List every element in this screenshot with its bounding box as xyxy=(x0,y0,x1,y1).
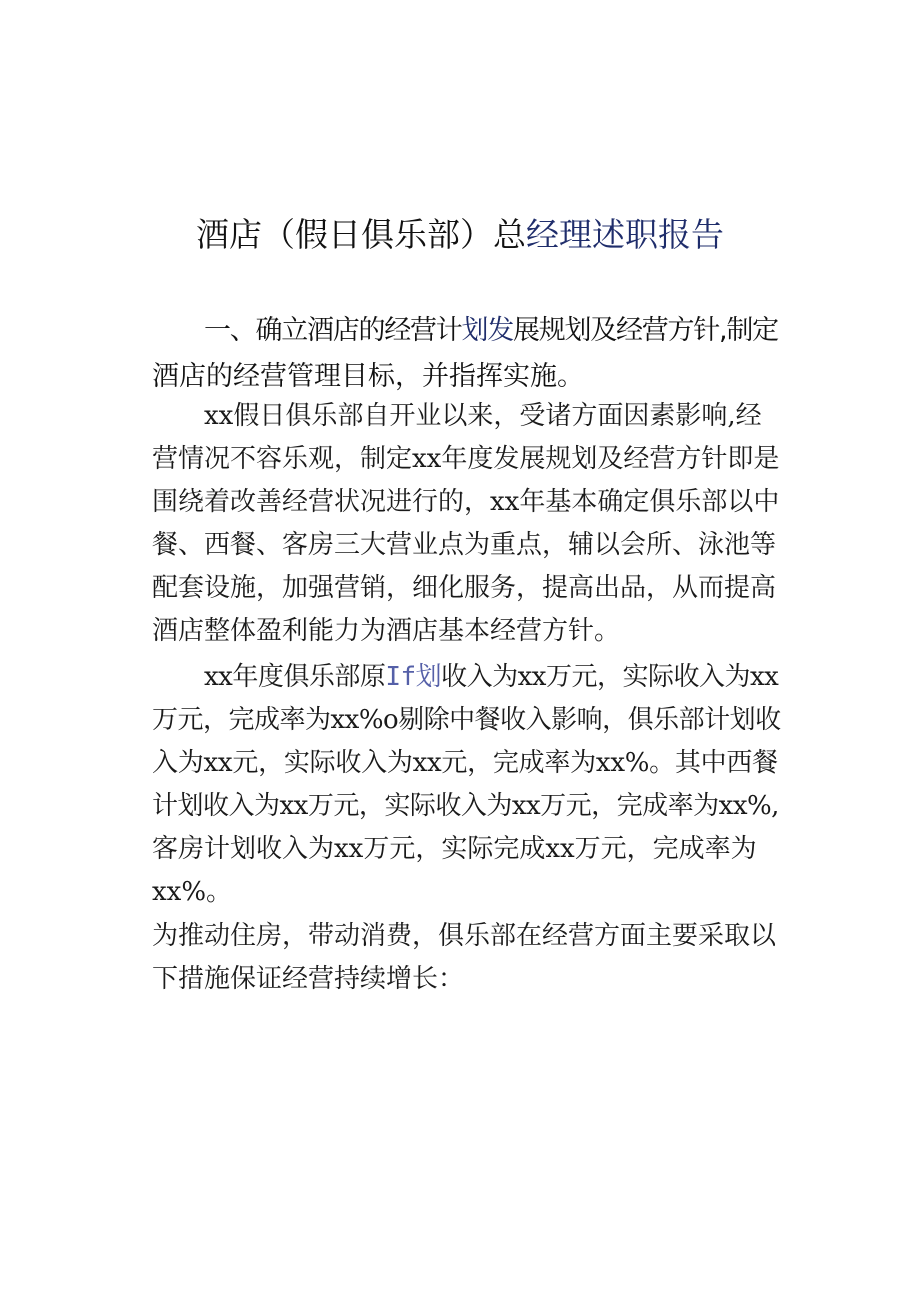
ocr-artifact-text: If划 xyxy=(385,662,442,692)
paragraph-line xyxy=(152,656,782,699)
paragraph-text: 收入为xx万元，实际收入为xx xyxy=(441,662,779,692)
paragraph-line: 为推动住房，带动消费，俱乐部在经营方面主要采取以 xyxy=(152,921,777,951)
heading-text: 展规划及经营方针,制定 xyxy=(513,315,778,346)
section-heading xyxy=(152,308,782,400)
title-prefix: 酒店（假日俱乐部）总 xyxy=(196,215,526,254)
paragraph-line: 酒店整体盈利能力为酒店基本经营方针。 xyxy=(152,616,621,646)
paragraph-2 xyxy=(152,656,782,914)
paragraph-line: 配套设施，加强营销，细化服务，提高出品，从而提高 xyxy=(152,573,777,603)
heading-line xyxy=(152,308,782,354)
paragraph-line: 围绕着改善经营状况进行的，xx年基本确定俱乐部以中 xyxy=(152,487,780,517)
paragraph-1 xyxy=(152,395,782,653)
heading-text: 一、确立酒店的经营计 xyxy=(204,315,462,346)
paragraph-line: 万元，完成率为xx%o剔除中餐收入影响，俱乐部计划收 xyxy=(152,705,781,735)
heading-line: 酒店的经营管理目标，并指挥实施。 xyxy=(152,361,584,392)
document-title xyxy=(0,212,920,258)
paragraph-line: 入为xx元，实际收入为xx元，完成率为xx%。其中西餐 xyxy=(152,748,778,778)
title-accent: 经理述职报告 xyxy=(526,215,724,254)
paragraph-line: 下措施保证经营持续增长： xyxy=(152,964,465,994)
paragraph-3 xyxy=(152,915,782,1001)
paragraph-line: 计划收入为xx万元，实际收入为xx万元，完成率为xx%, xyxy=(152,791,779,821)
paragraph-line: xx%。 xyxy=(152,877,233,907)
paragraph-line: 餐、西餐、客房三大营业点为重点，辅以会所、泳池等 xyxy=(152,530,777,560)
paragraph-text: xx年度俱乐部原 xyxy=(204,662,386,692)
paragraph-line: 营情况不容乐观，制定xx年度发展规划及经营方针即是 xyxy=(152,444,780,474)
paragraph-line: xx假日俱乐部自开业以来，受诸方面因素影响,经 xyxy=(204,401,762,431)
paragraph-line: 客房计划收入为xx万元，实际完成xx万元，完成率为 xyxy=(152,834,757,864)
heading-accent-text: 划发 xyxy=(461,315,513,346)
